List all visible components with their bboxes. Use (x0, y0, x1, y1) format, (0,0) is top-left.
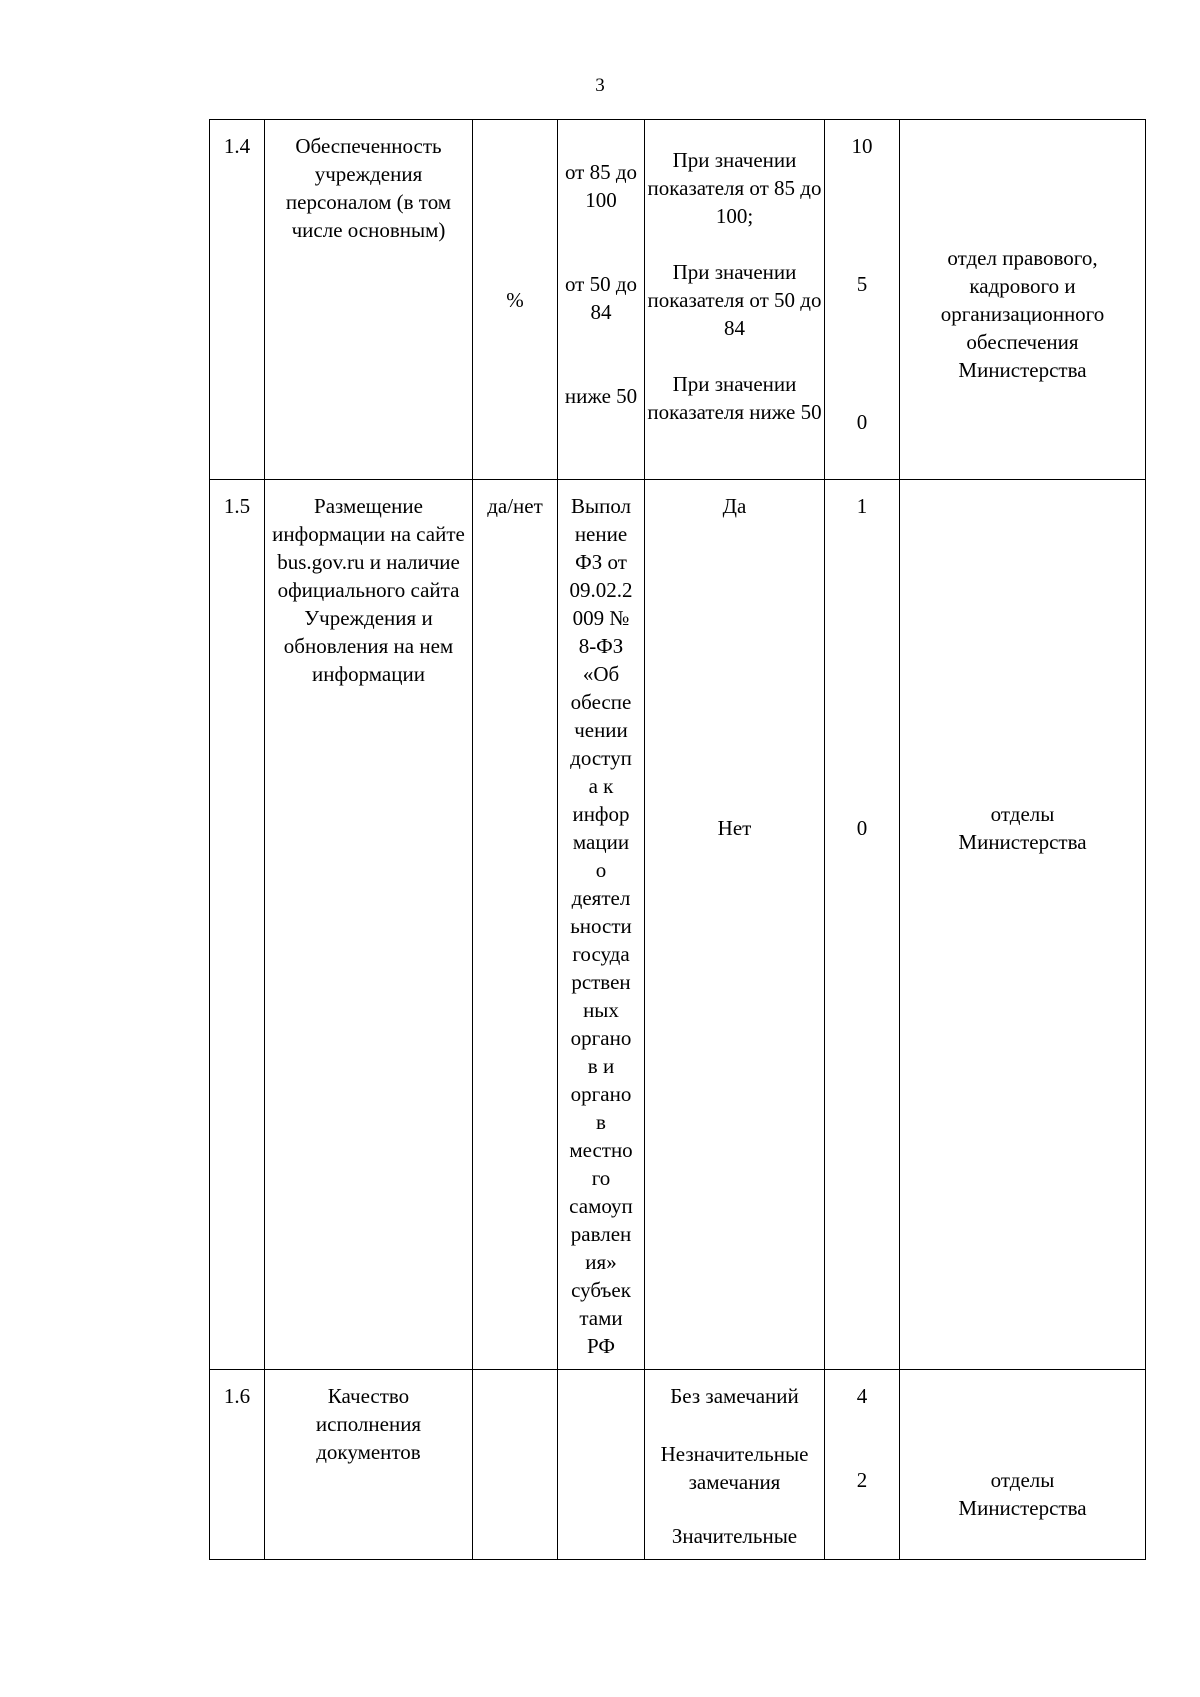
basis-line: деятел (571, 886, 631, 910)
basis-line: го (591, 1166, 611, 1190)
basis-line: ия» (585, 1250, 617, 1274)
range-cell (558, 120, 645, 480)
score-cell (825, 480, 900, 1370)
basis-line: в (596, 1110, 606, 1134)
basis-line: местно (569, 1138, 633, 1162)
score-cell (825, 1370, 900, 1560)
table-row-1-5 (210, 480, 1146, 1370)
basis-line: ФЗ от (575, 550, 627, 574)
indicator-name-cell (265, 1370, 473, 1560)
basis-line: а к (588, 774, 614, 798)
basis-line: нение (574, 522, 628, 546)
basis-line: в и (587, 1054, 615, 1078)
score-value: 0 (856, 816, 868, 840)
basis-line: рствен (571, 970, 631, 994)
basis-line: равлен (570, 1222, 632, 1246)
row-number: 1.6 (223, 1384, 251, 1408)
basis-line: доступ (570, 746, 632, 770)
basis-cell (558, 1370, 645, 1560)
basis-line: ных (583, 998, 619, 1022)
basis-line: мации (572, 830, 630, 854)
basis-line: «Об (582, 662, 620, 686)
page-number: 3 (595, 75, 605, 96)
score-value: 4 (856, 1384, 868, 1408)
score-cell (825, 120, 900, 480)
condition-cell (645, 120, 825, 480)
basis-line: о (595, 858, 607, 882)
score-value: 1 (856, 494, 868, 518)
condition-text: При значении показателя ниже 50 (647, 372, 822, 424)
row-number: 1.4 (223, 134, 251, 158)
range-value: от 50 до 84 (564, 272, 638, 324)
condition-text: Без замечаний (670, 1384, 799, 1408)
responsible-department: отделы Министерства (958, 802, 1087, 854)
condition-text: Незначительные замечания (660, 1442, 809, 1494)
indicator-name-cell (265, 480, 473, 1370)
unit-cell (473, 480, 558, 1370)
basis-line: 8-ФЗ (578, 634, 624, 658)
unit: да/нет (487, 494, 543, 518)
row-number: 1.5 (223, 494, 251, 518)
basis-line: органо (570, 1026, 632, 1050)
basis-line: тами (579, 1306, 623, 1330)
basis-line: ьности (570, 914, 632, 938)
responsible-department: отдел правового, кадрового и организационного обеспечения Министерства (940, 246, 1105, 382)
condition-text: Да (722, 494, 747, 518)
indicator-name: Качество исполнения документов (315, 1384, 422, 1464)
criteria-table (209, 119, 1146, 1560)
responsible-department: отделы Министерства (958, 1468, 1087, 1520)
unit-cell (473, 120, 558, 480)
condition-text: При значении показателя от 50 до 84 (647, 260, 822, 340)
basis-line: инфор (572, 802, 630, 826)
row-number-cell (210, 1370, 265, 1560)
basis-line: госуда (572, 942, 630, 966)
basis-line: субъек (571, 1278, 631, 1302)
condition-cell (645, 480, 825, 1370)
indicator-name: Размещение информации на сайте bus.gov.ru и наличие официального сайта Учреждения и обновления на нем информации (272, 494, 465, 686)
range-value: от 85 до 100 (564, 160, 638, 212)
responsible-cell (900, 1370, 1146, 1560)
score-value: 0 (856, 410, 868, 434)
score-value: 10 (851, 134, 873, 158)
row-number-cell (210, 480, 265, 1370)
range-value: ниже 50 (564, 384, 638, 408)
indicator-name-cell (265, 120, 473, 480)
basis-line: РФ (587, 1334, 615, 1358)
condition-text: Значительные (671, 1524, 798, 1548)
condition-cell (645, 1370, 825, 1560)
table-row-1-4 (210, 120, 1146, 480)
responsible-cell (900, 120, 1146, 480)
basis-line: Выпол (570, 494, 632, 518)
basis-line: самоуп (569, 1194, 633, 1218)
condition-text: При значении показателя от 85 до 100; (647, 148, 822, 228)
basis-cell (558, 480, 645, 1370)
row-number-cell (210, 120, 265, 480)
responsible-cell (900, 480, 1146, 1370)
score-value: 2 (856, 1468, 868, 1492)
basis-text (561, 492, 641, 1360)
basis-line: обеспе (570, 690, 632, 714)
indicator-name: Обеспеченность учреждения персоналом (в том числе основным) (285, 134, 452, 242)
score-value: 5 (856, 272, 868, 296)
table-row-1-6 (210, 1370, 1146, 1560)
condition-text: Нет (717, 816, 752, 840)
unit-cell (473, 1370, 558, 1560)
basis-line: 09.02.2 (569, 578, 633, 602)
basis-line: 009 № (572, 606, 630, 630)
basis-line: органо (570, 1082, 632, 1106)
basis-line: чении (574, 718, 628, 742)
unit: % (506, 288, 524, 312)
